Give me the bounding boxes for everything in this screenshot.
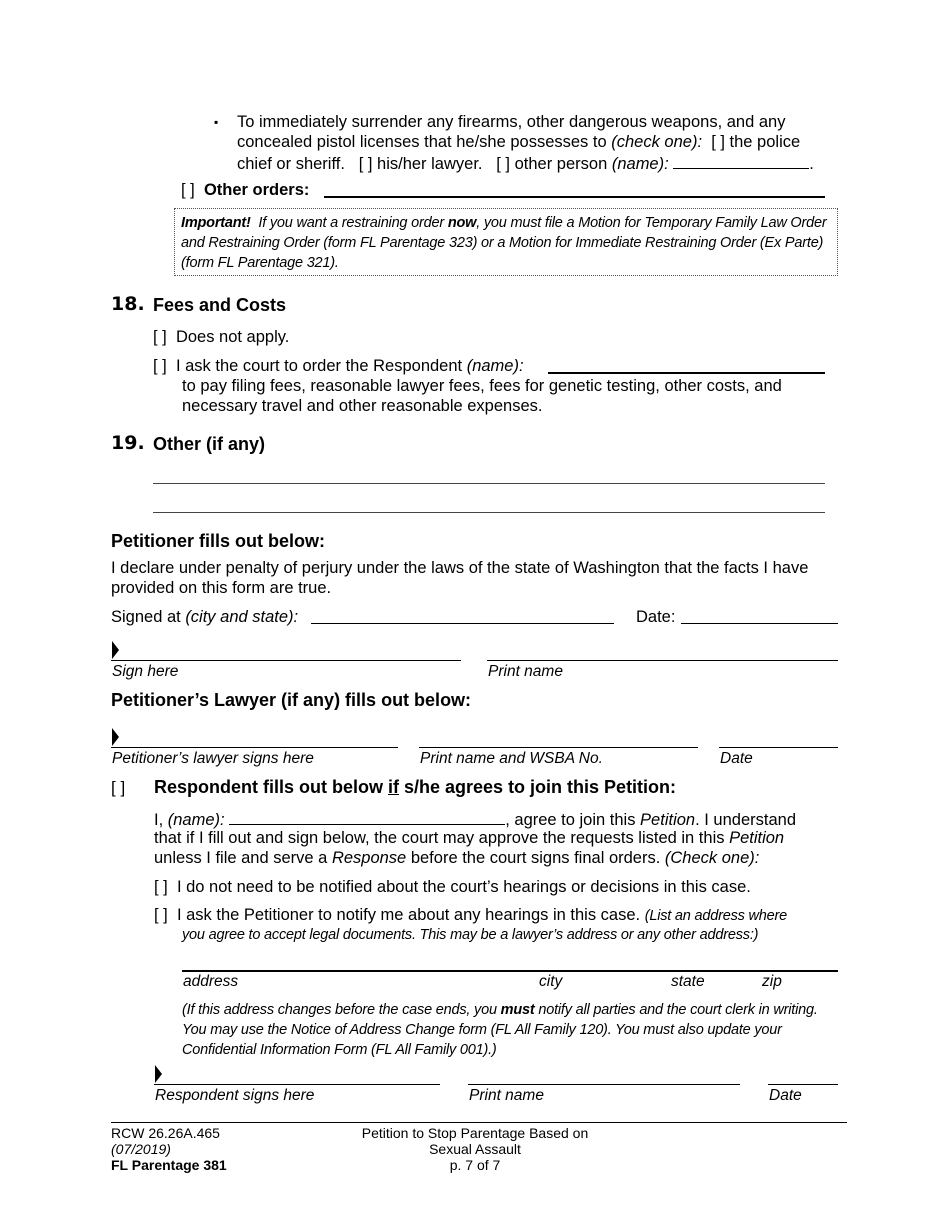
sign-arrow-icon <box>112 641 119 659</box>
address-field[interactable] <box>182 970 838 972</box>
footer-left <box>111 1125 227 1173</box>
checkbox-other-person[interactable]: [ ] other person <box>496 155 612 173</box>
petitioner-date-field[interactable] <box>681 623 838 624</box>
lawyer-signs-caption: Petitioner’s lawyer signs here <box>112 750 314 767</box>
other-person-name-field[interactable] <box>673 152 809 169</box>
declaration-line-1: I declare under penalty of perjury under the laws of the state of Washington that the facts I have <box>111 559 809 577</box>
respondent-heading: Respondent fills out below if s/he agrees to join this Petition: <box>154 777 677 797</box>
section-18-number: 18. <box>111 293 145 315</box>
address-caption: address <box>183 973 239 990</box>
fees-not-apply-checkbox[interactable]: [ ] <box>153 328 167 346</box>
petitioner-print-name-field[interactable] <box>487 660 838 661</box>
section-18-title: Fees and Costs <box>153 295 287 315</box>
firearms-line-3: chief or sheriff. [ ] his/her lawyer. [ ] other person (name): . <box>237 152 814 174</box>
footer-date: (07/2019) <box>111 1141 171 1157</box>
signed-at-field[interactable] <box>311 623 614 624</box>
footer-title-2: Sexual Assault <box>429 1141 521 1157</box>
no-notify-checkbox[interactable]: [ ] <box>154 878 168 896</box>
checkbox-police[interactable]: [ ] the police <box>711 133 801 151</box>
signed-at-label: Signed at (city and state): <box>111 608 299 626</box>
lawyer-date-field[interactable] <box>719 747 838 748</box>
respondent-para-line-3: unless I file and serve a Response before the court signs final orders. (Check one): <box>154 849 760 867</box>
state-caption: state <box>671 973 705 990</box>
zip-caption: zip <box>762 973 782 990</box>
respondent-print-name-field[interactable] <box>468 1084 740 1085</box>
declaration-line-2: provided on this form are true. <box>111 579 332 597</box>
firearms-line-2: concealed pistol licenses that he/she possesses to (check one): [ ] the police <box>237 133 801 151</box>
fees-option-1: [ ] Does not apply. <box>153 328 290 346</box>
sign-arrow-icon <box>155 1065 162 1083</box>
footer-center <box>325 1125 625 1173</box>
other-field-line-1[interactable] <box>153 483 825 484</box>
fees-line-2: to pay filing fees, reasonable lawyer fees, fees for genetic testing, other costs, and <box>182 377 782 395</box>
address-change-note: (If this address changes before the case ends, you must notify all parties and the court clerk in writing. You may use the Notice of Address Change form (FL All Family 120). You must also update your Confidential Information Form (FL All Family 001).) <box>182 1002 818 1058</box>
respondent-option-1: [ ] I do not need to be notified about the court’s hearings or decisions in this case. <box>154 878 751 896</box>
other-orders-label: Other orders: <box>203 181 310 199</box>
fees-line-3: necessary travel and other reasonable expenses. <box>182 397 543 415</box>
lawyer-print-name-field[interactable] <box>419 747 698 748</box>
respondent-signs-caption: Respondent signs here <box>155 1087 315 1104</box>
respondent-signature-field[interactable] <box>154 1084 440 1085</box>
respondent-option-2-note: you agree to accept legal documents. This may be a lawyer’s address or any other address:) <box>182 927 759 943</box>
respondent-date-caption: Date <box>769 1087 802 1104</box>
section-19-title: Other (if any) <box>153 434 266 454</box>
section-19-number: 19. <box>111 432 145 454</box>
footer-title-1: Petition to Stop Parentage Based on <box>361 1125 589 1141</box>
bullet-icon: ▪ <box>214 115 219 129</box>
respondent-name-field[interactable] <box>229 808 505 825</box>
lawyer-date-caption: Date <box>720 750 753 767</box>
other-orders-row <box>181 180 309 200</box>
other-orders-checkbox[interactable]: [ ] <box>181 181 195 199</box>
fees-option-2: [ ] I ask the court to order the Respondent (name): <box>153 357 524 375</box>
print-name-caption: Print name <box>488 663 563 680</box>
respondent-para-line-2: that if I fill out and sign below, the court may approve the requests listed in this Petition <box>154 829 785 847</box>
petitioner-signature-field[interactable] <box>111 660 461 661</box>
lawyer-heading: Petitioner’s Lawyer (if any) fills out below: <box>111 690 472 710</box>
petitioner-heading: Petitioner fills out below: <box>111 531 326 551</box>
other-field-line-2[interactable] <box>153 512 825 513</box>
petitioner-date-label: Date: <box>636 608 676 626</box>
respondent-print-name-caption: Print name <box>469 1087 544 1104</box>
lawyer-print-name-caption: Print name and WSBA No. <box>420 750 603 767</box>
footer-page: p. 7 of 7 <box>449 1157 501 1173</box>
sign-here-caption: Sign here <box>112 663 179 680</box>
footer-form-number: FL Parentage 381 <box>111 1157 227 1173</box>
respondent-date-field[interactable] <box>768 1084 838 1085</box>
firearms-line-1: To immediately surrender any firearms, other dangerous weapons, and any <box>237 113 786 131</box>
footer-rcw: RCW 26.26A.465 <box>111 1125 220 1141</box>
sign-arrow-icon <box>112 728 119 746</box>
fees-order-checkbox[interactable]: [ ] <box>153 357 167 375</box>
respondent-option-2: [ ] I ask the Petitioner to notify me about any hearings in this case. (List an address where <box>154 906 787 924</box>
city-caption: city <box>539 973 563 990</box>
footer-divider <box>111 1122 847 1123</box>
checkbox-lawyer[interactable]: [ ] his/her lawyer. <box>358 155 483 173</box>
lawyer-signature-field[interactable] <box>111 747 398 748</box>
respondent-para-line-1: I, (name): , agree to join this Petition. I understand <box>154 808 796 830</box>
notify-checkbox[interactable]: [ ] <box>154 906 168 924</box>
fees-respondent-name-field[interactable] <box>548 372 825 374</box>
other-orders-field[interactable] <box>324 196 825 198</box>
respondent-join-checkbox[interactable]: [ ] <box>111 778 126 797</box>
important-notice: Important! If you want a restraining order now, you must file a Motion for Temporary Family Law Order and Restraining Order (form FL Parentage 323) or a Motion for Immediate Restraining Order (Ex Parte) (form FL Parentage 321). <box>174 208 838 276</box>
